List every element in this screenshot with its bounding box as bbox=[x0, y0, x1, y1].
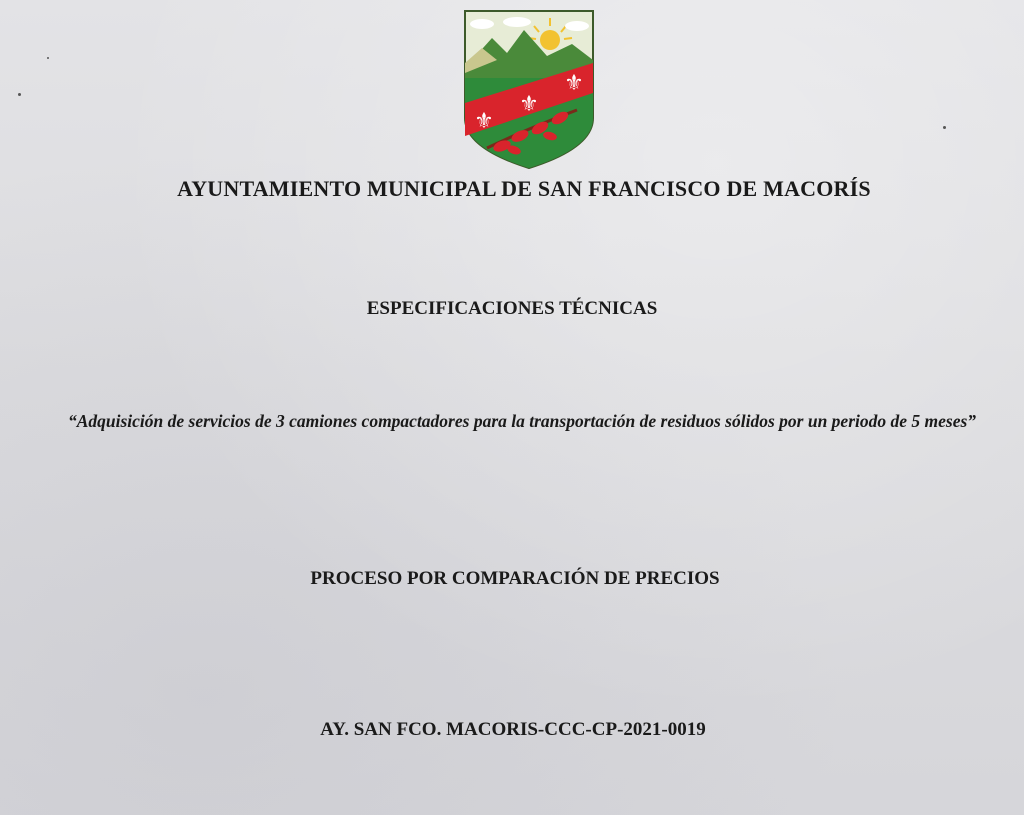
paper-speck bbox=[943, 126, 946, 129]
svg-text:⚜: ⚜ bbox=[519, 92, 539, 117]
institution-title: AYUNTAMIENTO MUNICIPAL DE SAN FRANCISCO DE MACORÍS bbox=[177, 176, 871, 201]
process-reference: AY. SAN FCO. MACORIS-CCC-CP-2021-0019 bbox=[320, 719, 706, 740]
svg-text:⚜: ⚜ bbox=[474, 109, 494, 134]
paper-speck bbox=[47, 57, 49, 59]
procurement-description: “Adquisición de servicios de 3 camiones compactadores para la transportación de residuos sólidos por un periodo de 5 meses” bbox=[67, 411, 977, 431]
process-type: PROCESO POR COMPARACIÓN DE PRECIOS bbox=[310, 568, 720, 589]
document-subtitle: ESPECIFICACIONES TÉCNICAS bbox=[366, 298, 658, 319]
svg-text:⚜: ⚜ bbox=[564, 71, 584, 96]
paper-speck bbox=[18, 93, 21, 96]
coat-of-arms-icon bbox=[462, 8, 596, 173]
